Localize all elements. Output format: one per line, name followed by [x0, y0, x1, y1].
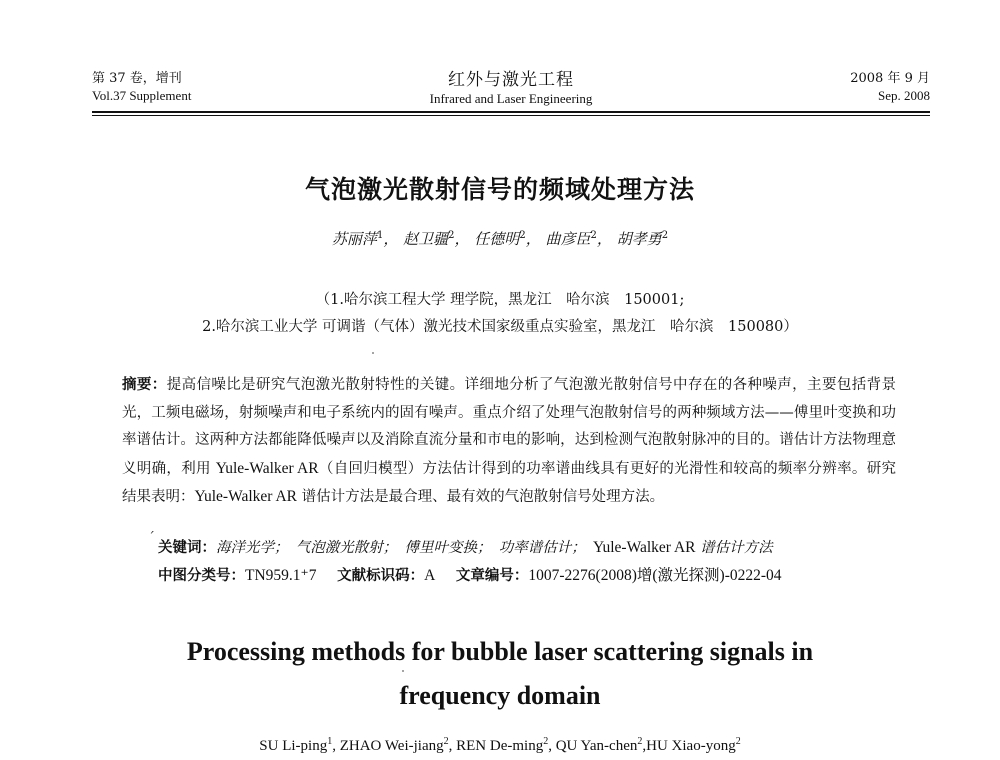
doc-code-value: A: [424, 567, 436, 584]
abstract-term: Yule-Walker AR: [215, 459, 319, 477]
author-en: QU Yan-chen$^2$,: [555, 736, 647, 754]
issue-date: [850, 70, 930, 104]
header-rule-thick: [92, 111, 930, 113]
date-cn: 2008 年 9 月: [850, 71, 930, 86]
keywords-term: Yule-Walker AR: [593, 539, 696, 556]
keywords-text: 海洋光学； 气泡激光散射； 傅里叶变换； 功率谱估计；: [216, 540, 593, 556]
author-en: ZHAO Wei-jiang$^2$,: [339, 736, 457, 754]
affiliation-2: 2.哈尔滨工业大学 可调谐（气体）激光技术国家级重点实验室，黑龙江 哈尔滨 150080）: [202, 319, 798, 335]
article-number-value: 1007-2276(2008)增(激光探测)-0222-04: [528, 567, 782, 584]
running-header: [92, 70, 930, 110]
author-cn: 赵卫疆$^2$，: [403, 230, 470, 248]
paper-title-cn: 气泡激光散射信号的频域处理方法: [304, 175, 695, 204]
journal-name-en: Infrared and Laser Engineering: [429, 91, 593, 106]
author-list-cn: [0, 228, 1000, 249]
scan-mark: ˊ: [148, 530, 155, 546]
author-en: HU Xiao-yong$^2$: [646, 736, 741, 754]
author-list-en: [0, 736, 1000, 755]
abstract-label: 摘要：: [122, 377, 167, 393]
keywords-label: 关键词：: [158, 540, 216, 556]
abstract-term: Yule-Walker AR: [194, 488, 297, 505]
abstract-text: 谱估计方法是最合理、最有效的气泡散射信号处理方法。: [297, 489, 665, 505]
clc-value: TN959.1⁺7: [245, 567, 317, 584]
article-number-label: 文章编号：: [455, 568, 529, 584]
author-cn: 任德明$^2$，: [474, 230, 541, 248]
scan-speck: [372, 352, 374, 354]
paper-title-en: Processing methods for bubble laser scattering signals in frequency domain: [186, 637, 814, 710]
author-cn: 苏丽萍$^1$，: [331, 230, 399, 248]
author-en: REN De-ming$^2$,: [456, 736, 556, 754]
classification-line: [158, 566, 918, 586]
scan-speck: [402, 670, 404, 672]
clc-label: 中图分类号：: [158, 568, 245, 584]
author-cn: 胡孝勇$^2$: [616, 230, 669, 248]
doc-code-label: 文献标识码：: [337, 568, 425, 584]
keywords: [158, 538, 918, 558]
abstract-text: 提高信噪比是研究气泡激光散射特性的关键。详细地分析了气泡激光散射信号中存在的各种噪声，主要包括背景光，工频电磁场，射频噪声和电子系统内的固有噪声。重点介绍了处理气泡散射信号的两种频域方法——傅里叶变换和功率谱估计。这两种方法都能降低噪声以及消除直流分量和市电的影响，达到检测气泡散射脉冲的目的。谱估计方法物理意义明确，利用: [122, 377, 897, 477]
abstract-text: （自回归模型）方法估计得到的功率谱曲线具有更好的光滑性和较高的频率分辨率。研究结果表明：: [122, 460, 897, 505]
keywords-text-end: 谱估计方法: [695, 540, 773, 556]
author-en: SU Li-ping$^1$,: [259, 736, 340, 754]
date-en: Sep. 2008: [878, 88, 930, 103]
journal-name: [92, 70, 930, 108]
header-rule-thin: [92, 115, 930, 116]
volume-en: Vol.37 Supplement: [92, 88, 192, 103]
abstract-cn: [122, 372, 896, 512]
author-cn: 曲彦臣$^2$，: [545, 230, 612, 248]
volume-cn: 第 37 卷，增刊: [92, 71, 182, 86]
affiliation-1: （1.哈尔滨工程大学 理学院，黑龙江 哈尔滨 150001;: [315, 292, 685, 308]
journal-name-cn: 红外与激光工程: [448, 70, 574, 90]
